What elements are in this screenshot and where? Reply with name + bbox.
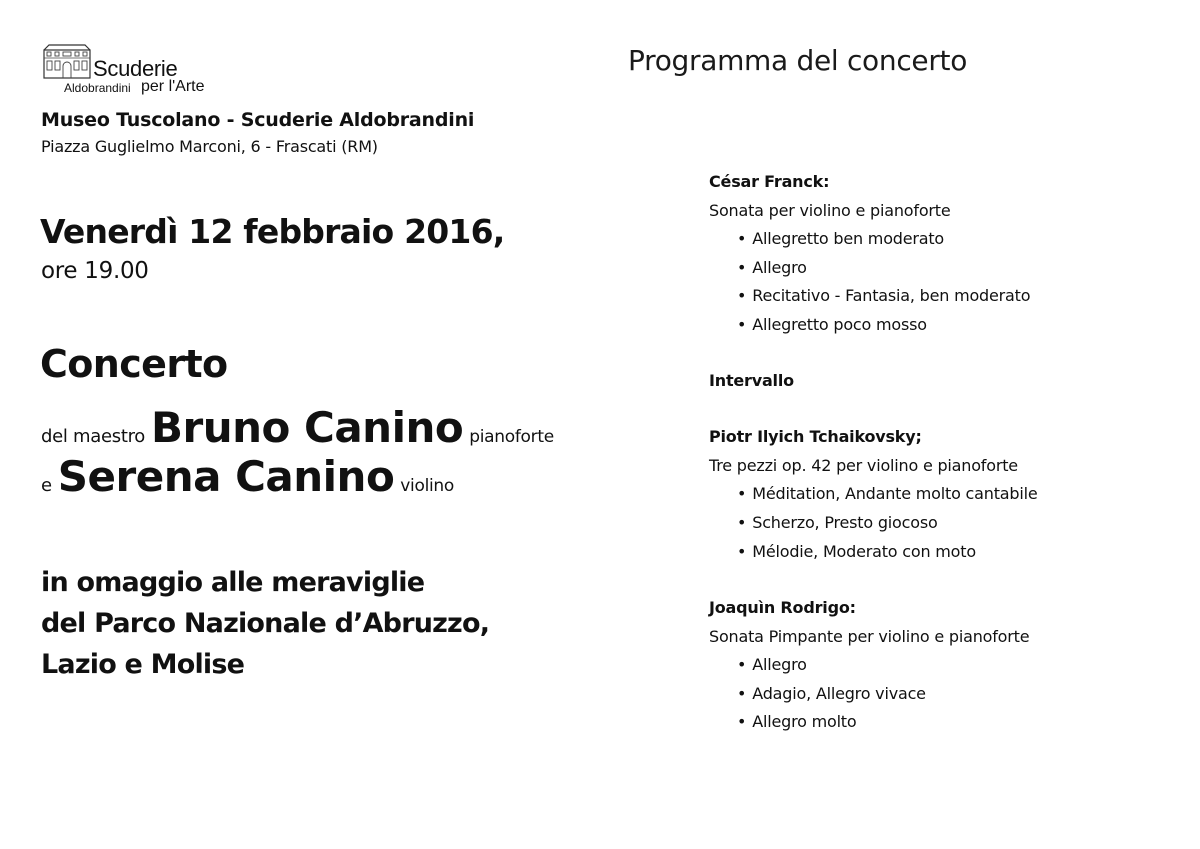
tribute-line: in omaggio alle meraviglie	[41, 567, 425, 598]
program-piece-franck	[709, 168, 1037, 339]
movement-list	[709, 480, 1037, 566]
movement-list	[709, 651, 1037, 737]
logo-subtitle-small: Aldobrandini	[64, 81, 131, 95]
program-list	[709, 168, 1037, 737]
tribute-text	[41, 562, 489, 685]
movement-list	[709, 225, 1037, 339]
movement-item: • Allegretto ben moderato	[737, 225, 1037, 254]
logo-title: Scuderie	[93, 56, 178, 81]
performer-prefix: del maestro	[41, 426, 146, 447]
performer-instrument: pianoforte	[469, 427, 554, 447]
movement-item: • Adagio, Allegro vivace	[737, 680, 1037, 709]
event-time: ore 19.00	[41, 258, 149, 284]
tribute-line: del Parco Nazionale d’Abruzzo,	[41, 608, 490, 639]
program-title: Programma del concerto	[628, 44, 968, 77]
movement-item: • Mélodie, Moderato con moto	[737, 538, 1037, 567]
movement-item: • Scherzo, Presto giocoso	[737, 509, 1037, 538]
tribute-line: Lazio e Molise	[41, 649, 245, 680]
scuderie-logo	[43, 44, 233, 96]
venue-address: Piazza Guglielmo Marconi, 6 - Frascati (RM)	[41, 137, 378, 156]
program-piece-rodrigo	[709, 594, 1037, 737]
performer-name: Bruno Canino	[151, 403, 464, 452]
performer-line-1	[41, 403, 554, 452]
performer-name: Serena Canino	[57, 452, 395, 501]
movement-item: • Allegretto poco mosso	[737, 311, 1037, 340]
composer-name: César Franck:	[709, 172, 830, 191]
venue-name: Museo Tuscolano - Scuderie Aldobrandini	[41, 109, 475, 131]
composer-name: Piotr Ilyich Tchaikovsky;	[709, 427, 922, 447]
program-piece-tchaikovsky	[709, 423, 1037, 566]
work-title: Tre pezzi op. 42 per violino e pianoforte	[709, 456, 1018, 476]
composer-name: Joaquìn Rodrigo:	[709, 598, 856, 618]
event-date: Venerdì 12 febbraio 2016,	[40, 212, 505, 251]
intermission-label: Intervallo	[709, 371, 794, 391]
movement-item: • Méditation, Andante molto cantabile	[737, 480, 1037, 509]
work-title: Sonata Pimpante per violino e pianoforte	[709, 627, 1030, 647]
work-title: Sonata per violino e pianoforte	[709, 201, 951, 220]
performer-line-2	[41, 452, 454, 501]
movement-item: • Recitativo - Fantasia, ben moderato	[737, 282, 1037, 311]
building-logo-icon	[43, 44, 93, 80]
logo-subtitle: per l'Arte	[141, 78, 205, 95]
performer-prefix: e	[41, 475, 52, 496]
performer-instrument: violino	[400, 476, 455, 496]
movement-item: • Allegro	[737, 254, 1037, 283]
movement-item: • Allegro molto	[737, 708, 1037, 737]
concert-title: Concerto	[40, 342, 228, 386]
movement-item: • Allegro	[737, 651, 1037, 680]
